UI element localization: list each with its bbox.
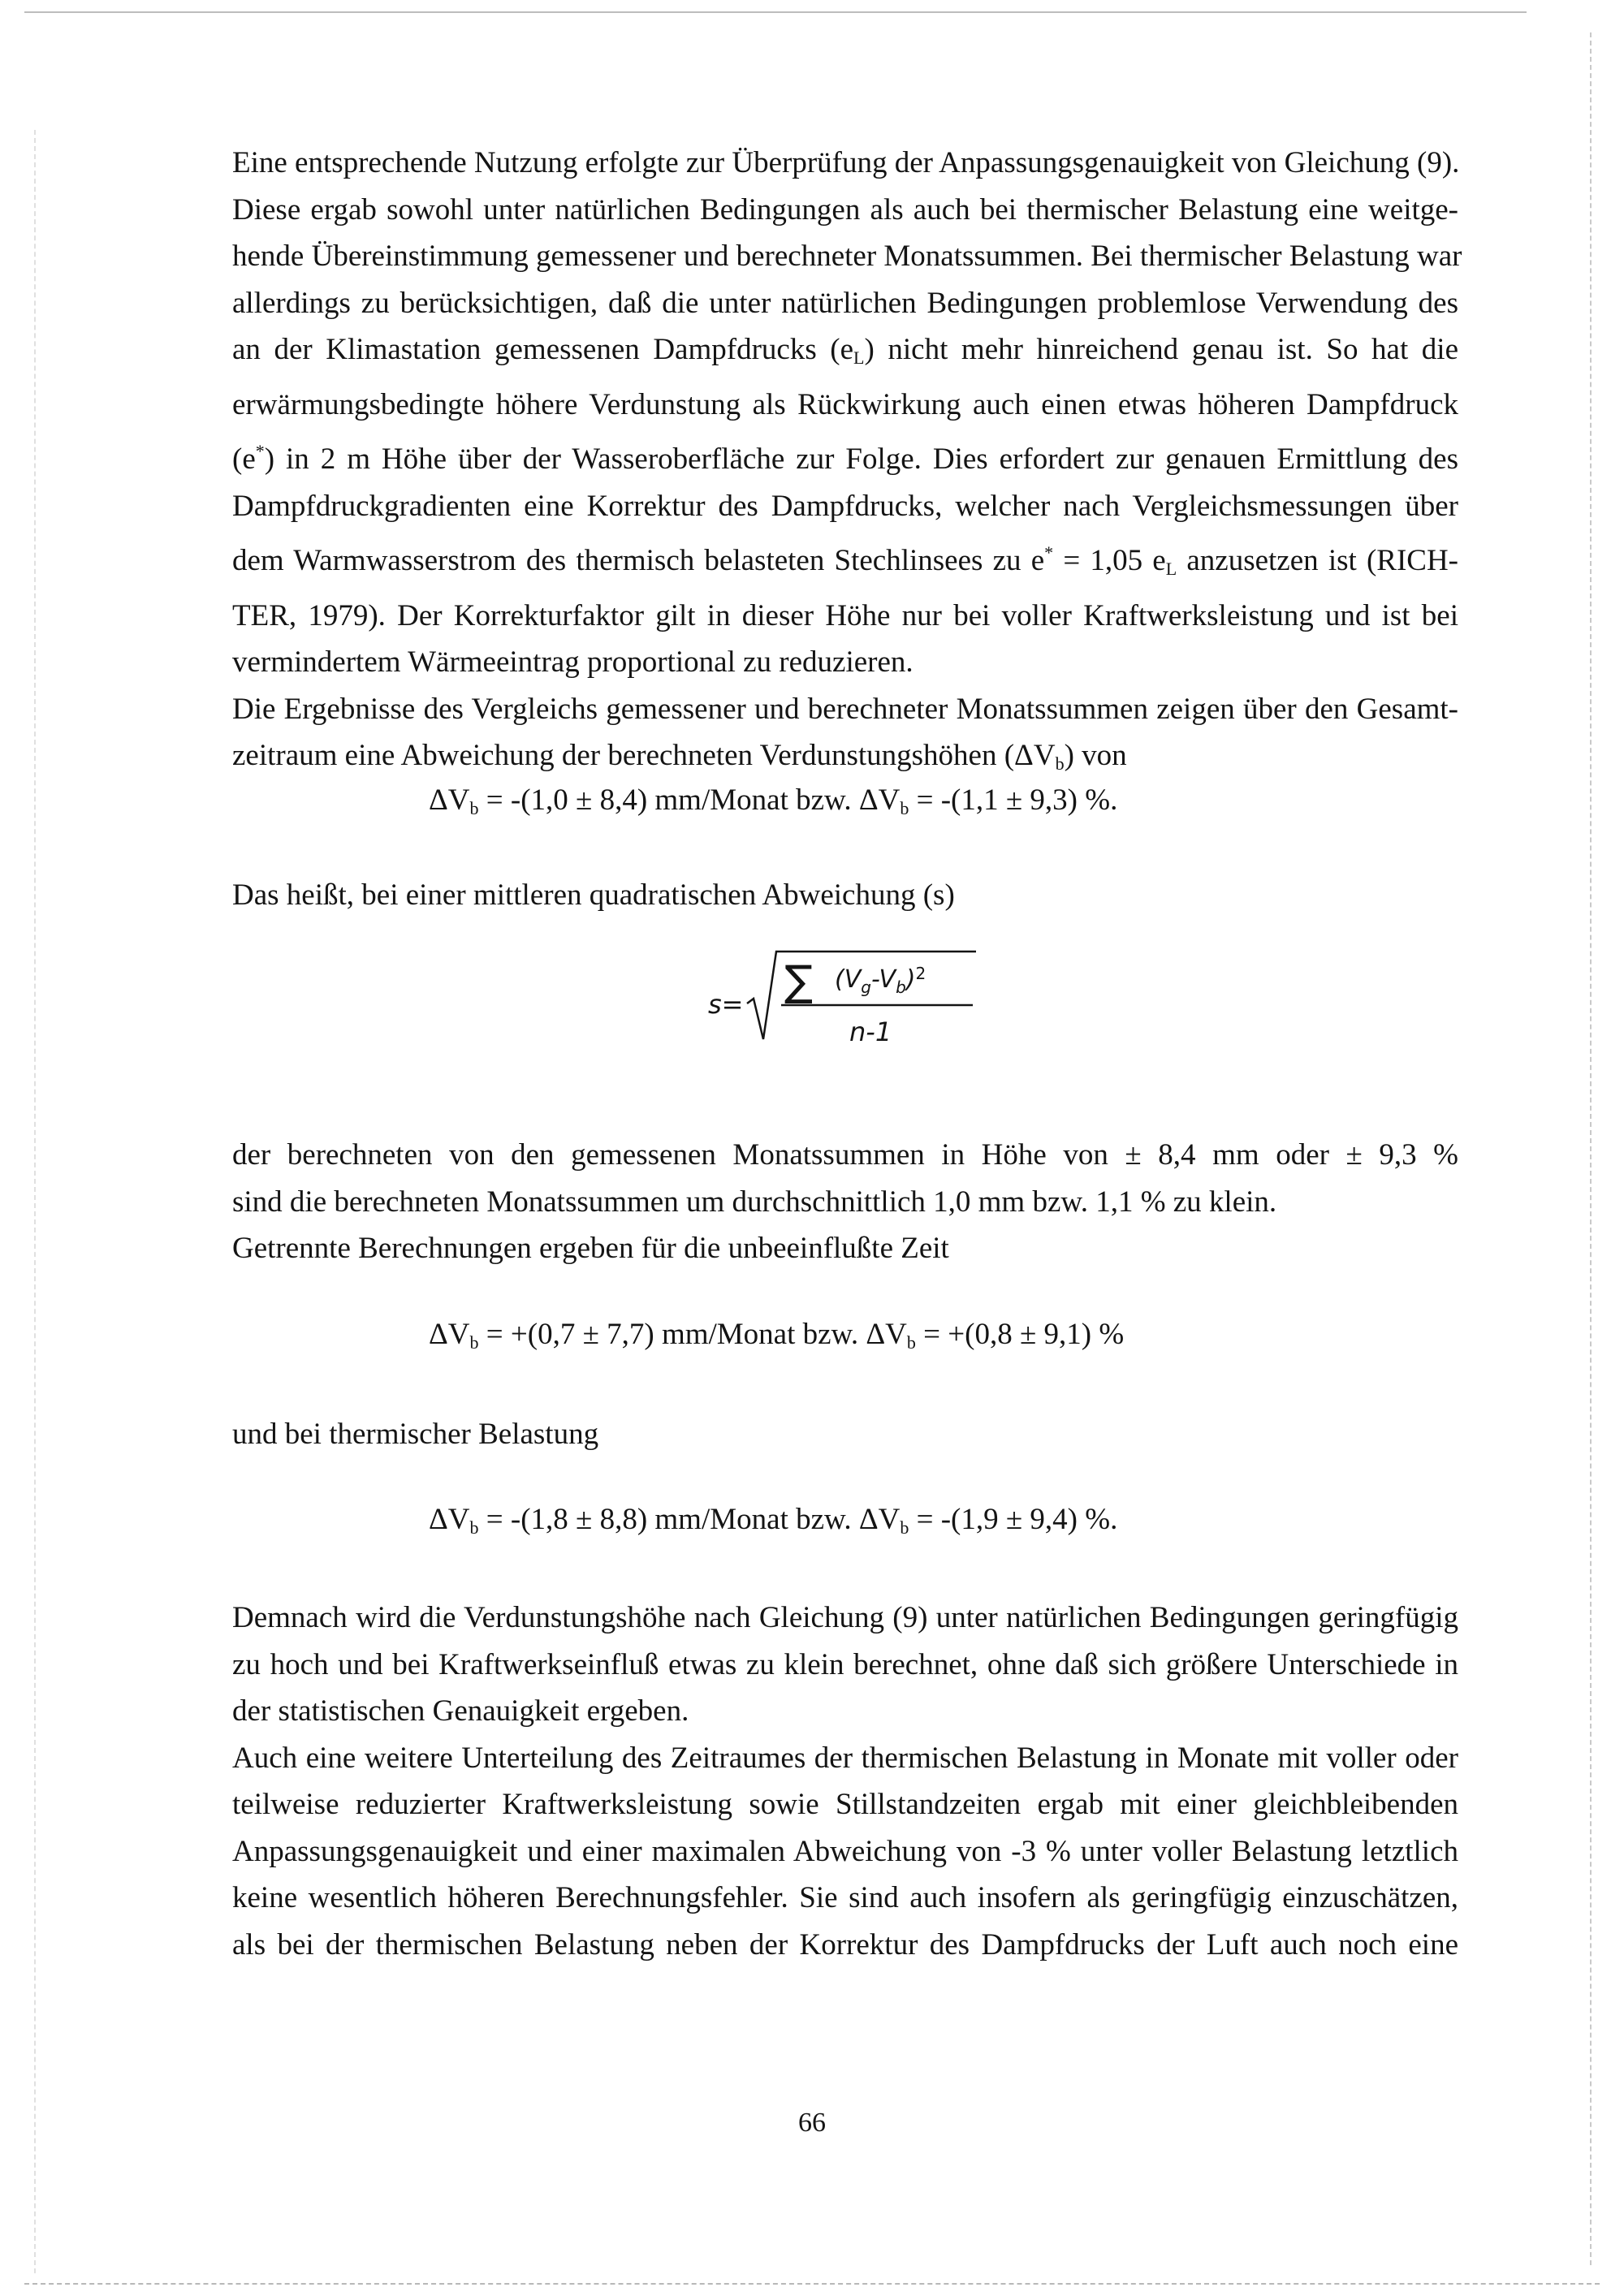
text-line: Anpassungsgenauigkeit und einer maximalen Abweichung von -3 % unter voller Belastung letztlich [232,1834,1458,1868]
scan-edge-left [34,130,36,2273]
text-line: teilweise reduzierter Kraftwerksleistung sowie Stillstandzeiten ergab mit einer gleichbleibenden [232,1788,1458,1821]
paragraph-6 [232,1595,1458,1968]
text-line: Auch eine weitere Unterteilung des Zeitraumes der thermischen Belastung in Monate mit voller oder [232,1741,1458,1775]
rms-deviation-formula [697,942,989,1055]
formula-denominator: n-1 [849,1016,892,1047]
scan-edge-bottom [24,2283,1600,2285]
paragraph-3 [232,872,1458,919]
paragraph-4 [232,1132,1458,1272]
text-line: der berechneten von den gemessenen Monatssummen in Höhe von ± 8,4 mm oder ± 9,3 % [232,1138,1458,1172]
text-line: zeitraum eine Abweichung der berechneten Verdunstungshöhen $(\Delta V_b)$ von [232,739,1127,774]
text-line: keine wesentlich höheren Berechnungsfehler. Sie sind auch insofern als geringfügig einzuschätzen, [232,1881,1458,1914]
equation-1: $\Delta V_b = -(1,0 \pm 8,4)$ mm/Monat bzw. $\Delta V_b = -(1,1 \pm 9,3)$ %. [429,783,1118,818]
text-line: Demnach wird die Verdunstungshöhe nach Gleichung (9) unter natürlichen Bedingungen geringfügig [232,1601,1458,1634]
formula-lhs: s= [708,989,744,1020]
equation-3: $\Delta V_b = -(1,8 \pm 8,8)$ mm/Monat bzw. $\Delta V_b = -(1,9 \pm 9,4)$ %. [429,1503,1118,1538]
text-line: an der Klimastation gemessenen Dampfdrucks $(e_L)$ nicht mehr hinreichend genau ist. So hat die [232,333,1458,368]
text-line: hende Übereinstimmung gemessener und berechneter Monatssummen. Bei thermischer Belastung war [232,240,1462,273]
text-line: sind die berechneten Monatssummen um durchschnittlich 1,0 mm bzw. 1,1 % zu klein. [232,1185,1277,1219]
text-line: als bei der thermischen Belastung neben der Korrektur des Dampfdrucks der Luft auch noch eine [232,1927,1458,1962]
equation-2: $\Delta V_b = +(0,7 \pm 7,7)$ mm/Monat bzw. $\Delta V_b = +(0,8 \pm 9,1)$ % [429,1318,1125,1353]
text-line: Diese ergab sowohl unter natürlichen Bedingungen als auch bei thermischer Belastung eine weitge- [232,192,1458,227]
text-line: Das heißt, bei einer mittleren quadratischen Abweichung (s) [232,878,955,912]
page-number: 66 [798,2108,826,2138]
text-line: (e*) in 2 m Höhe über der Wasseroberfläche zur Folge. Dies erfordert zur genauen Ermittlung des [232,441,1458,476]
paragraph-1 [232,140,1462,788]
text-line: der statistischen Genauigkeit ergeben. [232,1694,689,1728]
text-line: dem Warmwasserstrom des thermisch belasteten Stechlinsees zu e* = 1,05 $e_L$ anzusetzen ist (RICH- [232,542,1458,579]
text-line: TER, 1979). Der Korrekturfaktor gilt in dieser Höhe nur bei voller Kraftwerksleistung und ist bei [232,598,1458,632]
text-line: Dampfdruckgradienten eine Korrektur des Dampfdrucks, welcher nach Vergleichsmessungen über [232,489,1458,523]
sum-symbol: ∑ [784,957,814,1006]
text-line: Getrennte Berechnungen ergeben für die unbeeinflußte Zeit [232,1232,949,1265]
paragraph-5 [232,1411,1458,1458]
text-line: erwärmungsbedingte höhere Verdunstung als Rückwirkung auch einen etwas höheren Dampfdruck [232,387,1458,421]
text-line: Eine entsprechende Nutzung erfolgte zur Überprüfung der Anpassungsgenauigkeit von Gleichung (9). [232,146,1460,179]
scan-edge-right [1590,32,1592,2265]
text-line: und bei thermischer Belastung [232,1418,599,1451]
formula-numerator: $(V_g-V_b)^2$ [835,964,926,997]
text-line: zu hoch und bei Kraftwerkseinfluß etwas zu klein berechnet, ohne daß sich größere Unterschiede in [232,1647,1458,1681]
text-line: vermindertem Wärmeeintrag proportional zu reduzieren. [232,645,914,679]
scan-edge-top [24,11,1527,13]
text-line: allerdings zu berücksichtigen, daß die unter natürlichen Bedingungen problemlose Verwendung des [232,286,1458,320]
text-line: Die Ergebnisse des Vergleichs gemessener und berechneter Monatssummen zeigen über den Gesamt- [232,692,1458,726]
